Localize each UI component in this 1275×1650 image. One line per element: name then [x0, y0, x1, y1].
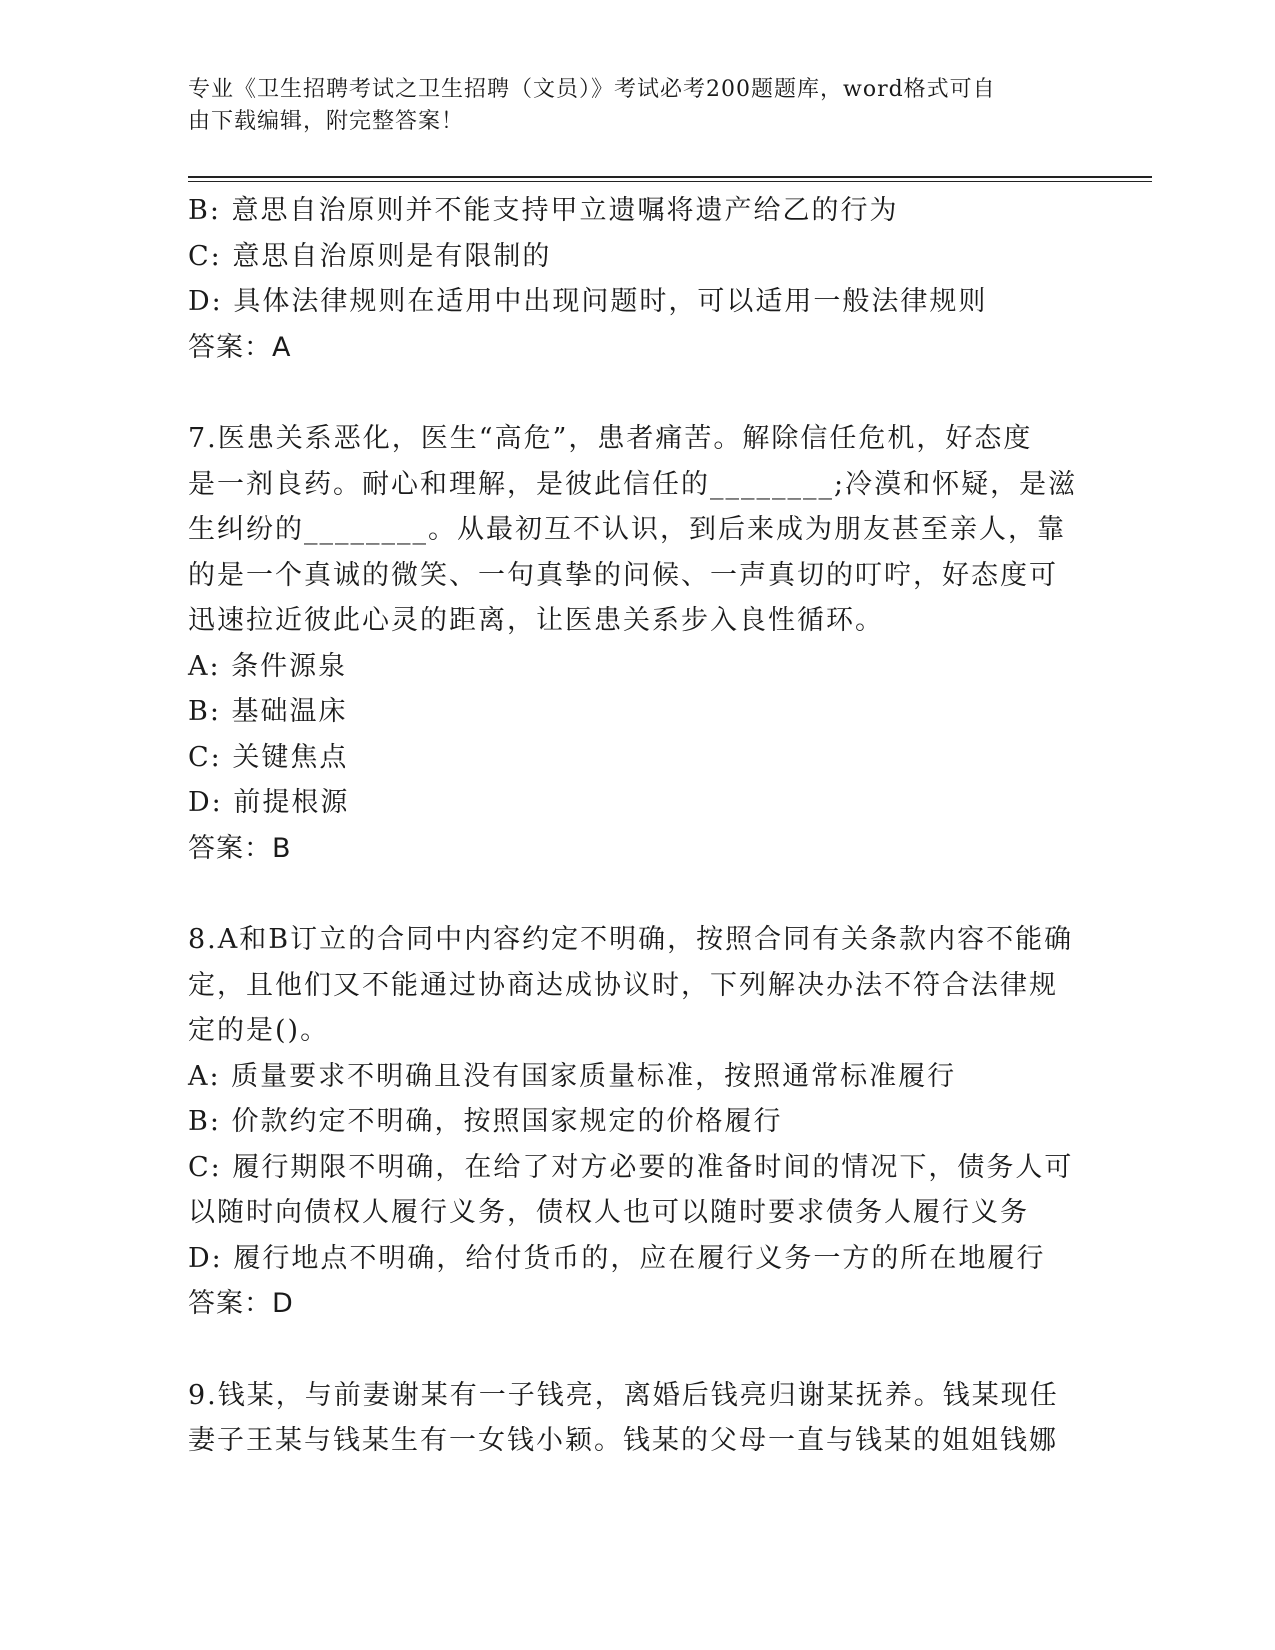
question-7-answer: 答案：B [188, 832, 292, 864]
question-7-option-d: D: 前提根源 [188, 787, 350, 818]
question-8-text-line-1: 8.A和B订立的合同中内容约定不明确，按照合同有关条款内容不能确 [188, 924, 1074, 955]
header-divider-thin [188, 181, 1152, 182]
question-9-text-line-1: 9.钱某，与前妻谢某有一子钱亮，离婚后钱亮归谢某抚养。钱某现任 [188, 1379, 1059, 1411]
question-7-block [188, 416, 1088, 871]
question-7-text-line-3: 生纠纷的________。从最初互不认识，到后来成为朋友甚至亲人，靠 [188, 514, 1066, 545]
spacer [188, 370, 1088, 416]
question-8-text-line-3: 定的是()。 [188, 1015, 330, 1046]
header-line-2: 由下载编辑，附完整答案！ [188, 109, 465, 134]
question-8-option-c-line-2: 以随时向债权人履行义务，债权人也可以随时要求债务人履行义务 [188, 1197, 1029, 1228]
question-8-option-d: D: 履行地点不明确，给付货币的，应在履行义务一方的所在地履行 [188, 1242, 1046, 1274]
spacer [188, 1327, 1088, 1373]
answer-line: 答案：A [188, 331, 292, 363]
question-7-text-line-5: 迅速拉近彼此心灵的距离，让医患关系步入良性循环。 [188, 605, 884, 636]
option-d: D: 具体法律规则在适用中出现问题时，可以适用一般法律规则 [188, 286, 988, 317]
header-divider-thick [188, 176, 1152, 178]
question-9-text-line-2: 妻子王某与钱某生有一女钱小颖。钱某的父母一直与钱某的姐姐钱娜 [188, 1425, 1058, 1456]
question-7-option-a: A: 条件源泉 [188, 650, 348, 682]
previous-question-block [188, 188, 1088, 370]
question-7-text-line-1: 7.医患关系恶化，医生“高危”，患者痛苦。解除信任危机，好态度 [188, 423, 1033, 454]
question-8-option-b: B: 价款约定不明确，按照国家规定的价格履行 [188, 1106, 783, 1137]
question-9-block [188, 1373, 1088, 1464]
spacer [188, 871, 1088, 917]
question-7-text-line-2: 是一剂良药。耐心和理解，是彼此信任的________;冷漠和怀疑，是滋 [188, 468, 1078, 500]
question-8-answer: 答案：D [188, 1288, 294, 1319]
question-8-text-line-2: 定，且他们又不能通过协商达成协议时，下列解决办法不符合法律规 [188, 969, 1058, 1001]
question-7-option-b: B: 基础温床 [188, 696, 348, 727]
option-c: C: 意思自治原则是有限制的 [188, 240, 552, 272]
question-8-option-a: A: 质量要求不明确且没有国家质量标准，按照通常标准履行 [188, 1060, 957, 1092]
header-line-1: 专业《卫生招聘考试之卫生招聘（文员）》考试必考200题题库，word格式可自 [188, 77, 996, 102]
question-content [188, 188, 1088, 1464]
option-b: B: 意思自治原则并不能支持甲立遗嘱将遗产给乙的行为 [188, 195, 899, 226]
question-7-text-line-4: 的是一个真诚的微笑、一句真挚的问候、一声真切的叮咛，好态度可 [188, 559, 1058, 591]
question-8-block [188, 917, 1088, 1327]
question-7-option-c: C: 关键焦点 [188, 741, 349, 773]
page-header [188, 74, 1068, 138]
question-8-option-c-line-1: C: 履行期限不明确，在给了对方必要的准备时间的情况下，债务人可 [188, 1151, 1074, 1183]
